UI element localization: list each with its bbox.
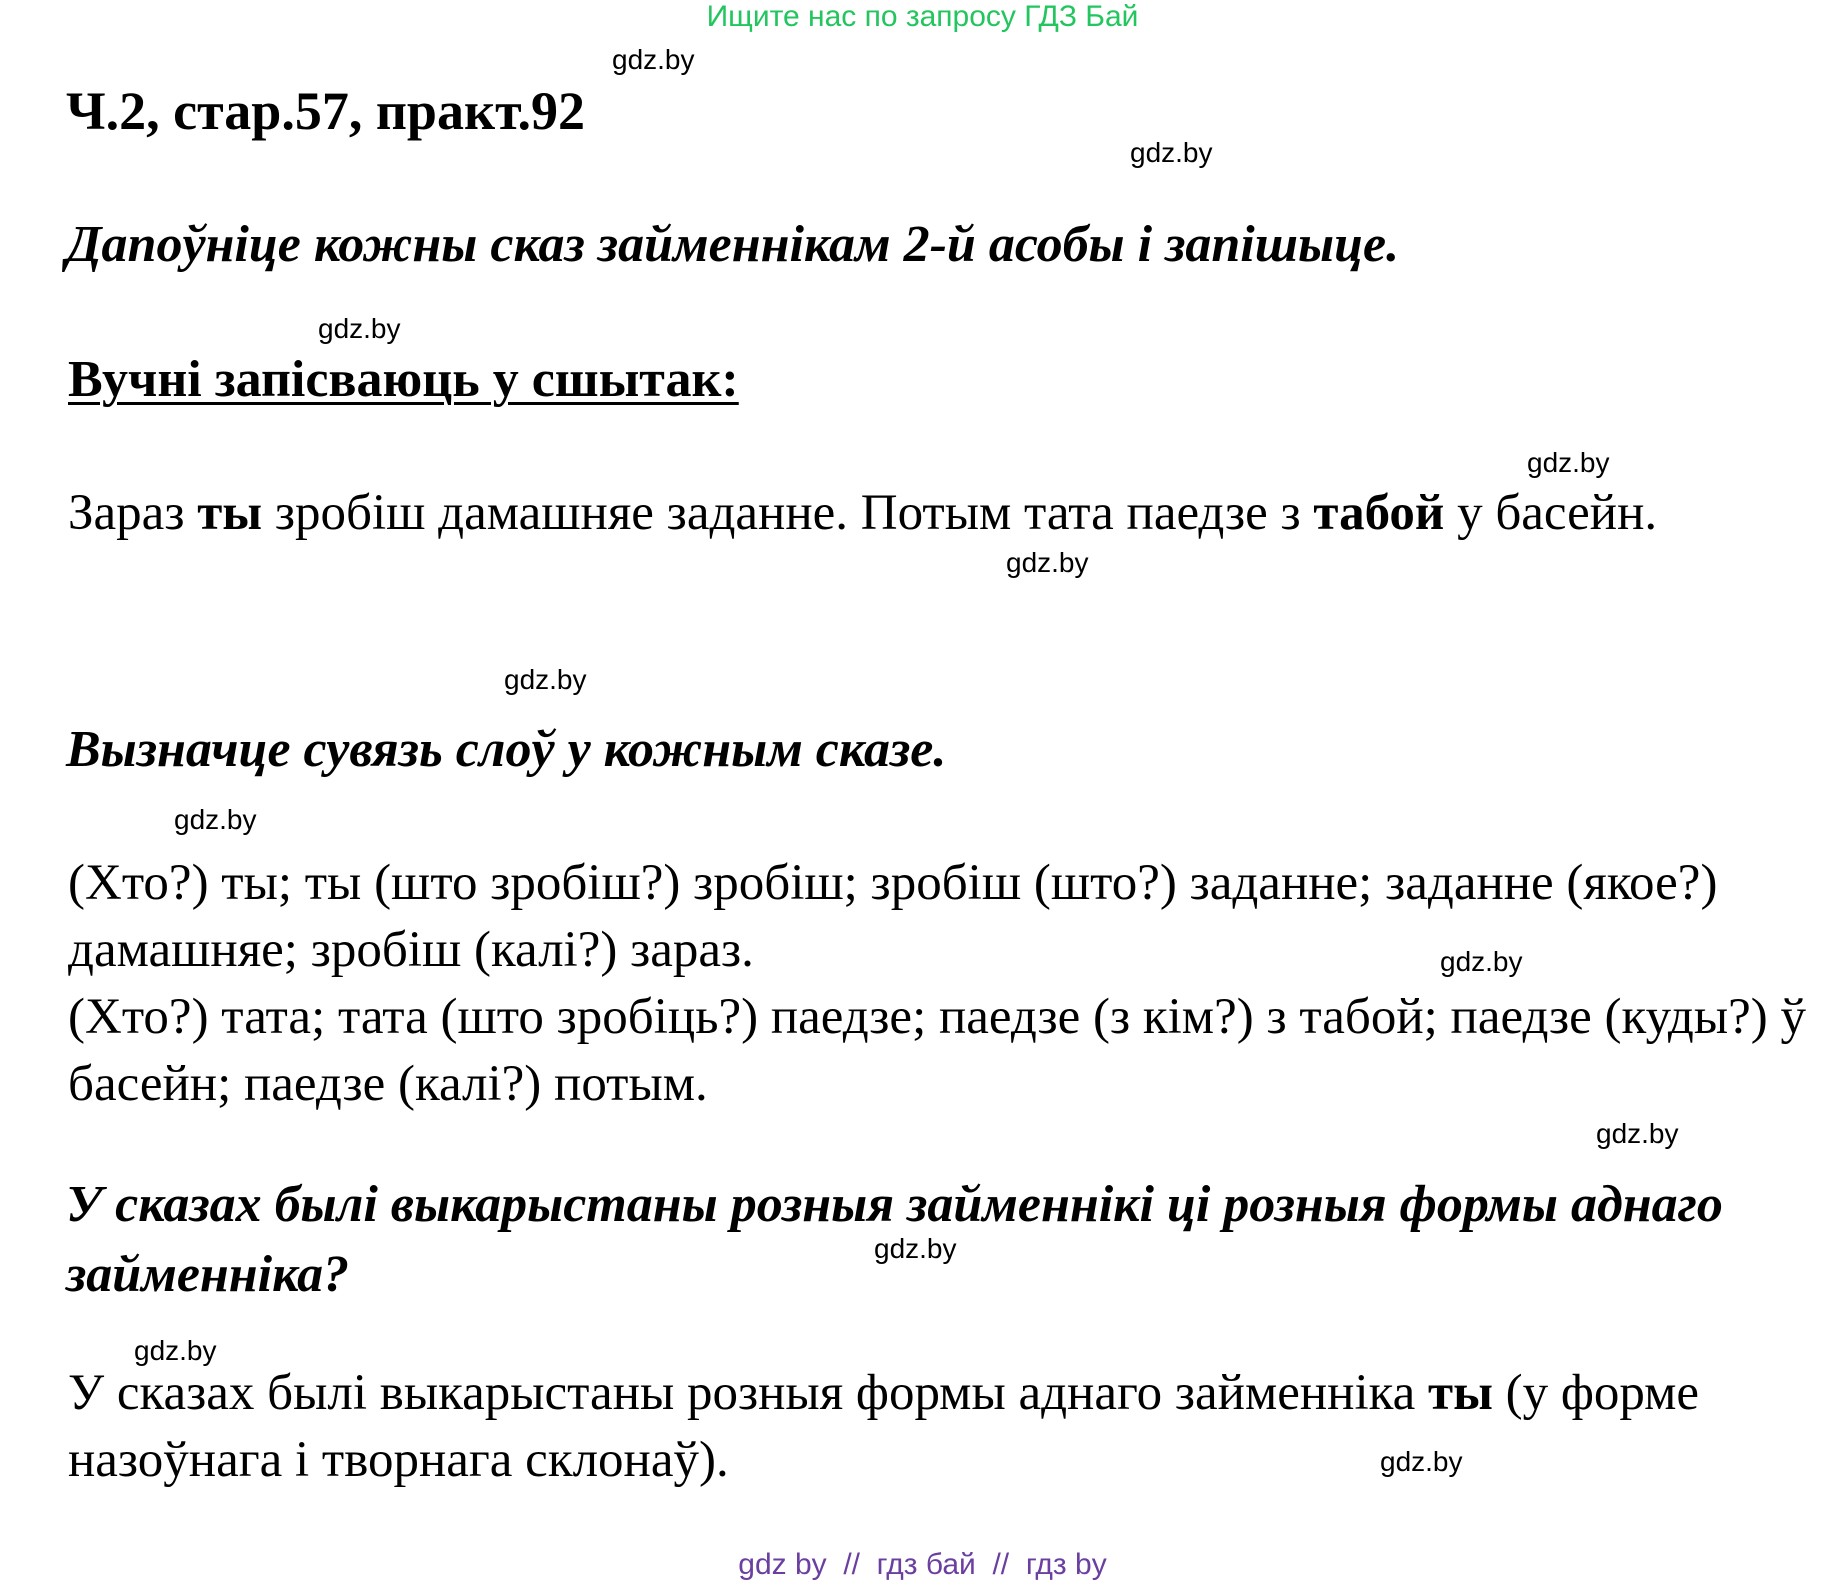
answer-paragraph-1 bbox=[68, 480, 1828, 547]
watermark: gdz.by bbox=[504, 664, 587, 695]
watermark: gdz.by bbox=[874, 1233, 957, 1264]
footer-links[interactable]: gdz by // гдз бай // гдз by bbox=[738, 1548, 1107, 1581]
answer-line: (Хто?) тата; тата (што зробіць?) паедзе; паедзе (з кім?) з табой; паедзе (куды?) ў басейн; паедзе (калі?) потым. bbox=[68, 989, 1806, 1112]
answer-text: зробіш дамашняе заданне. Потым тата паедзе з bbox=[262, 485, 1314, 541]
watermark: gdz.by bbox=[1440, 946, 1523, 977]
watermark: gdz.by bbox=[612, 44, 695, 75]
watermark: gdz.by bbox=[1380, 1446, 1463, 1477]
pronoun-highlight: ты bbox=[1428, 1365, 1493, 1421]
task-instruction-3: У сказах былі выкарыстаны розныя займеннікі ці розныя формы аднаго займенніка? bbox=[66, 1176, 1723, 1303]
top-banner[interactable]: Ищите нас по запросу ГДЗ Бай bbox=[706, 0, 1139, 33]
answer-paragraph-2 bbox=[68, 850, 1828, 1118]
watermark: gdz.by bbox=[174, 804, 257, 835]
answer-text: (у форме назоўнага і творнага склонаў). bbox=[68, 1365, 1700, 1488]
answer-paragraph-3 bbox=[68, 1360, 1828, 1494]
answer-text: У сказах былі выкарыстаны розныя формы аднаго займенніка bbox=[68, 1365, 1429, 1421]
watermark: gdz.by bbox=[1006, 547, 1089, 578]
watermark: gdz.by bbox=[134, 1335, 217, 1366]
pronoun-highlight: ты bbox=[197, 485, 263, 541]
notebook-heading: Вучні запісваюць у сшытак: bbox=[68, 351, 739, 408]
task-instruction-2: Вызначце сувязь слоў у кожным сказе. bbox=[66, 721, 947, 778]
task-instruction-1: Дапоўніце кожны сказ займеннікам 2-й асобы і запішыце. bbox=[66, 216, 1400, 273]
pronoun-highlight: табой bbox=[1313, 485, 1445, 541]
watermark: gdz.by bbox=[1130, 137, 1213, 168]
answer-line: (Хто?) ты; ты (што зробіш?) зробіш; зробіш (што?) заданне; заданне (якое?) дамашняе; зробіш (калі?) зараз. bbox=[68, 855, 1718, 978]
watermark: gdz.by bbox=[318, 313, 401, 344]
answer-text: у басейн. bbox=[1444, 485, 1658, 541]
page-title: Ч.2, стар.57, практ.92 bbox=[66, 81, 586, 141]
watermark: gdz.by bbox=[1596, 1118, 1679, 1149]
watermark: gdz.by bbox=[1527, 447, 1610, 478]
answer-text: Зараз bbox=[68, 485, 198, 541]
